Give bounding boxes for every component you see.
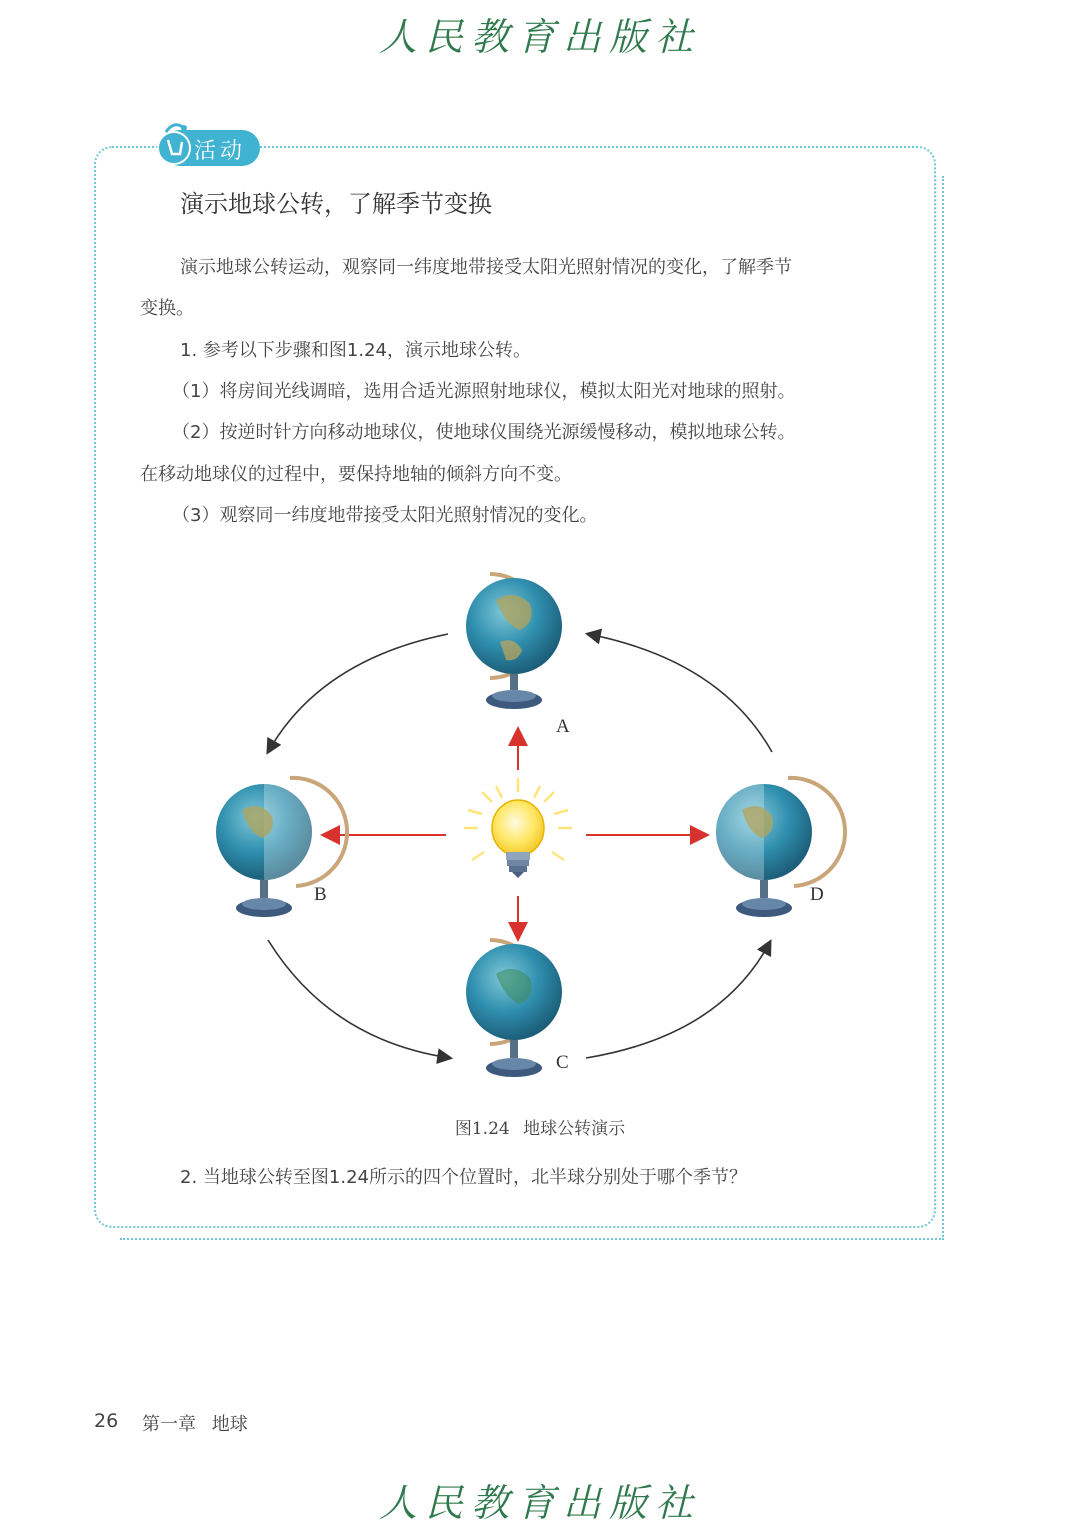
- intro-line-1: 演示地球公转运动，观察同一纬度地带接受太阳光照射情况的变化，了解季节: [180, 257, 792, 278]
- label-d: D: [810, 884, 824, 905]
- step-1-sub-2-line-1: （2）按逆时针方向移动地球仪，使地球仪围绕光源缓慢移动，模拟地球公转。: [172, 422, 796, 443]
- globe-d: [716, 778, 845, 917]
- publisher-watermark-top: 人民教育出版社: [378, 15, 701, 59]
- question-2: 2. 当地球公转至图1.24所示的四个位置时，北半球分别处于哪个季节？: [180, 1167, 747, 1188]
- page-number: 26: [94, 1410, 119, 1432]
- orbit-arrow-c-to-d: [586, 942, 770, 1058]
- step-1: 1. 参考以下步骤和图1.24，演示地球公转。: [180, 340, 531, 361]
- orbit-arrow-a-to-b: [268, 634, 448, 752]
- chapter-title: 第一章 地球: [142, 1414, 248, 1435]
- light-bulb-icon: [464, 778, 572, 878]
- orbit-arrow-b-to-c: [268, 940, 450, 1058]
- step-1-sub-1: （1）将房间光线调暗，选用合适光源照射地球仪，模拟太阳光对地球的照射。: [172, 381, 796, 402]
- orbit-arrow-d-to-a: [588, 634, 772, 752]
- globe-c: [466, 940, 562, 1077]
- label-b: B: [314, 884, 327, 905]
- label-a: A: [556, 716, 570, 737]
- activity-title: 演示地球公转，了解季节变换: [180, 190, 492, 218]
- earth-revolution-diagram: [200, 560, 860, 1100]
- publisher-watermark-bottom: 人民教育出版社: [378, 1481, 701, 1525]
- intro-line-2: 变换。: [140, 298, 194, 319]
- figure-caption: 图1.24 地球公转演示: [454, 1119, 626, 1139]
- step-1-sub-2-line-2: 在移动地球仪的过程中，要保持地轴的倾斜方向不变。: [140, 464, 572, 485]
- activity-badge: [150, 118, 262, 168]
- globe-a: [466, 574, 562, 709]
- badge-label: 活动: [194, 139, 247, 164]
- globe-b: [216, 778, 347, 917]
- step-1-sub-3: （3）观察同一纬度地带接受太阳光照射情况的变化。: [172, 505, 598, 526]
- label-c: C: [556, 1052, 569, 1073]
